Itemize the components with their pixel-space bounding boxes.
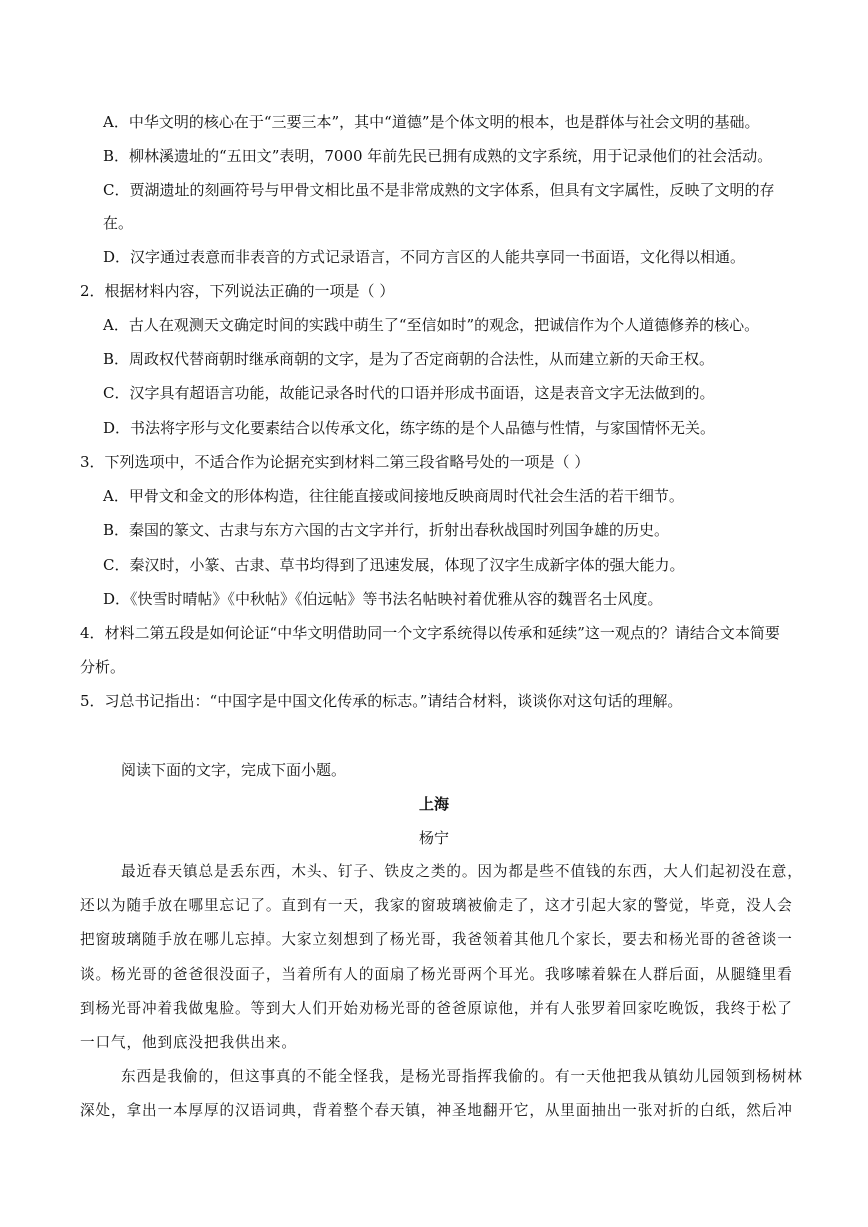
q1-option-a: A．中华文明的核心在于“三要三本”，其中“道德”是个体文明的根本，也是群体与社会文明的基础。 bbox=[103, 113, 760, 131]
q3-option-d: D．《快雪时晴帖》《中秋帖》《伯远帖》等书法名帖映衬着优雅从容的魏晋名士风度。 bbox=[103, 590, 663, 608]
story-author: 杨宁 bbox=[418, 829, 449, 847]
story-paragraph-1-line: 一口气，他到底没把我供出来。 bbox=[80, 1034, 297, 1051]
question-4-line-1: 4．材料二第五段是如何论证“中华文明借助同一个文字系统得以传承和延续”这一观点的？请结合文本简要 bbox=[80, 624, 780, 642]
q2-option-d: D．书法将字形与文化要素结合以传承文化，练字练的是个人品德与性情，与家国情怀无关。 bbox=[103, 419, 716, 437]
q1-option-d: D．汉字通过表意而非表音的方式记录语言，不同方言区的人能共享同一书面语，文化得以相通。 bbox=[103, 248, 746, 266]
story-paragraph-2-line: 东西是我偷的，但这事真的不能全怪我，是杨光哥指挥我偷的。有一天他把我从镇幼儿园领到杨树林 bbox=[121, 1068, 803, 1085]
story-title: 上海 bbox=[418, 795, 449, 813]
story-paragraph-2-line: 深处，拿出一本厚厚的汉语词典，背着整个春天镇，神圣地翻开它，从里面抽出一张对折的白纸，然后冲 bbox=[80, 1102, 793, 1119]
question-2-stem: 2．根据材料内容，下列说法正确的一项是（ ） bbox=[80, 282, 395, 300]
q2-option-b: B．周政权代替商朝时继承商朝的文字，是为了否定商朝的合法性，从而建立新的天命王权。 bbox=[103, 350, 715, 368]
q2-option-c: C．汉字具有超语言功能，故能记录各时代的口语并形成书面语，这是表音文字无法做到的。 bbox=[103, 384, 715, 402]
q3-option-a: A．甲骨文和金文的形体构造，往往能直接或间接地反映商周时代社会生活的若干细节。 bbox=[103, 487, 684, 505]
q1-option-b: B．柳林溪遗址的“五田文”表明，7000 年前先民已拥有成熟的文字系统，用于记录他们的社会活动。 bbox=[103, 147, 773, 165]
question-3-stem: 3．下列选项中，不适合作为论据充实到材料二第三段省略号处的一项是（ ） bbox=[80, 453, 590, 471]
question-4-line-2: 分析。 bbox=[80, 658, 126, 676]
question-5: 5．习总书记指出：“中国字是中国文化传承的标志。”请结合材料，谈谈你对这句话的理解。 bbox=[80, 692, 683, 710]
story-paragraph-1-line: 最近春天镇总是丢东西，木头、钉子、铁皮之类的。因为都是些不值钱的东西，大人们起初没在意， bbox=[121, 863, 803, 880]
reading-instruction: 阅读下面的文字，完成下面小题。 bbox=[121, 761, 347, 779]
q1-option-c-continuation: 在。 bbox=[103, 214, 134, 232]
q1-option-c: C．贾湖遗址的刻画符号与甲骨文相比虽不是非常成熟的文字体系，但具有文字属性，反映了文明的存 bbox=[103, 181, 775, 199]
q3-option-b: B．秦国的篆文、古隶与东方六国的古文字并行，折射出春秋战国时列国争雄的历史。 bbox=[103, 521, 670, 539]
story-paragraph-1-line: 还以为随手放在哪里忘记了。直到有一天，我家的窗玻璃被偷走了，这才引起大家的警觉，毕竟，没人会 bbox=[80, 897, 793, 914]
q2-option-a: A．古人在观测天文确定时间的实践中萌生了“至信如时”的观念，把诚信作为个人道德修养的核心。 bbox=[103, 316, 760, 334]
story-paragraph-1-line: 把窗玻璃随手放在哪儿忘掉。大家立刻想到了杨光哥，我爸领着其他几个家长，要去和杨光哥的爸爸谈一 bbox=[80, 931, 793, 948]
story-paragraph-1-line: 谈。杨光哥的爸爸很没面子，当着所有人的面扇了杨光哥两个耳光。我哆嗦着躲在人群后面，从腿缝里看 bbox=[80, 966, 793, 983]
story-paragraph-1-line: 到杨光哥冲着我做鬼脸。等到大人们开始劝杨光哥的爸爸原谅他，并有人张罗着回家吃晚饭，我终于松了 bbox=[80, 1000, 793, 1017]
q3-option-c: C．秦汉时，小篆、古隶、草书均得到了迅速发展，体现了汉字生成新字体的强大能力。 bbox=[103, 556, 685, 574]
